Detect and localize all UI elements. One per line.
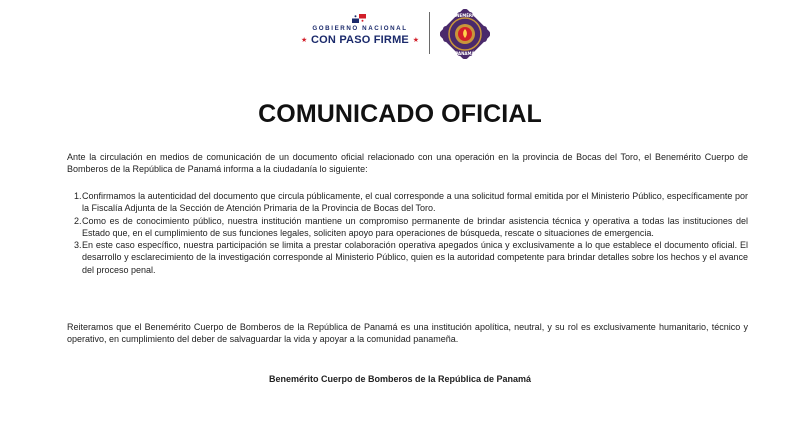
- star-icon: ★: [301, 37, 308, 44]
- gobierno-nacional-logo: [300, 14, 420, 54]
- header: [0, 6, 800, 56]
- list-item-number: 2.: [74, 215, 82, 226]
- page-title: COMUNICADO OFICIAL: [258, 100, 542, 128]
- numbered-list: [67, 190, 748, 276]
- panama-flag-icon: [352, 14, 366, 23]
- closing-paragraph: Reiteramos que el Benemérito Cuerpo de Bomberos de la República de Panamá es una institución apolítica, neutral, y su rol es exclusivamente humanitario, técnico y operativo, en cumplimiento del deber de salvaguardar la vida y apoyar a la comunidad panameña.: [67, 322, 748, 345]
- intro-paragraph: Ante la circulación en medios de comunicación de un documento oficial relacionado con una operación en la provincia de Bocas del Toro, el Benemérito Cuerpo de Bomberos de la República de Panamá informa a la ciudadanía lo siguiente:: [67, 152, 748, 175]
- logo-divider: [429, 12, 430, 54]
- bomberos-badge-icon: [440, 9, 490, 59]
- badge-bottom-text: PANAMÁ: [455, 51, 475, 56]
- gov-logo-line1: GOBIERNO NACIONAL: [312, 25, 408, 32]
- gov-logo-line2: CON PASO FIRME: [311, 34, 409, 46]
- signature: Benemérito Cuerpo de Bomberos de la República de Panamá: [268, 374, 532, 384]
- list-item-text: Como es de conocimiento público, nuestra institución mantiene un compromiso permanente de brindar asistencia técnica y operativa a todas las instituciones del Estado que, en el cumplimiento de sus funciones legales, soliciten apoyo para operaciones de búsqueda, rescate o situaciones de emergencia.: [82, 215, 748, 238]
- list-item-text: Confirmamos la autenticidad del documento que circula públicamente, el cual corresponde a una solicitud formal emitida por el Ministerio Público, específicamente por la Fiscalía Adjunta de la Sección de Atención Primaria de la Provincia de Bocas del Toro.: [82, 191, 748, 214]
- star-icon: ★: [412, 37, 419, 44]
- list-item-number: 1.: [74, 191, 82, 201]
- list-item-number: 3.: [74, 240, 82, 251]
- list-item-text: En este caso específico, nuestra participación se limita a prestar colaboración operativa apegados única y exclusivamente a lo que establece el documento oficial. El desarrollo y esclarecimiento de la investigación corresponde al Ministerio Público, quien es la autoridad competente para brindar detalles sobre los hechos y el avance del proceso penal.: [82, 240, 748, 275]
- badge-top-text: BENEMÉRITO: [450, 13, 480, 18]
- list-item: [67, 215, 748, 240]
- list-item: [67, 190, 748, 215]
- list-item: [67, 239, 748, 276]
